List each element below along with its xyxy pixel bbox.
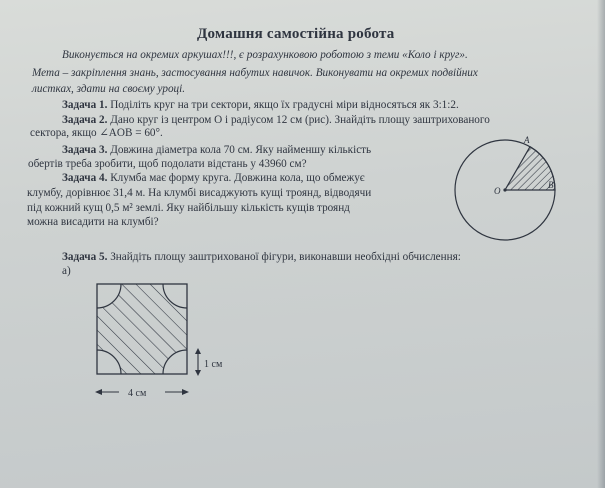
task-3-line-2: обертів треба зробити, щоб подолати відстань у 43960 см? [28, 158, 307, 170]
task-3-text-1: Довжина діаметра кола 70 см. Яку найменшу кількість [110, 144, 372, 156]
task-2-line-2: сектора, якщо ∠AOB = 60°. [30, 127, 163, 139]
radius-arrow-down-icon [195, 370, 201, 376]
square-quarter-circles-figure [85, 276, 245, 406]
task-3-label: Задача 3. [62, 144, 108, 156]
point-a-label: A [524, 135, 530, 145]
task-1-text: Поділіть круг на три сектори, якщо їх градусні міри відносяться як 3:1:2. [110, 99, 459, 111]
task-1-label: Задача 1. [62, 99, 108, 111]
intro-line-1: Виконується на окремих аркушах!!!, є розрахунковою роботою з теми «Коло і круг». [62, 49, 468, 61]
task-4-text-1: Клумба має форму круга. Довжина кола, що обмежує [110, 172, 365, 184]
task-4-line-3: під кожний кущ 0,5 м² землі. Яку найбільшу кількість кущів троянд [27, 202, 350, 214]
task-5-line-1 [62, 251, 461, 264]
page-edge-shadow [597, 0, 605, 488]
task-4-line-2: клумбу, дорівнює 31,4 м. На клумбі висаджують кущі троянд, відводячи [27, 187, 372, 199]
side-dimension-label: 4 см [128, 388, 147, 399]
intro-line-3: листках, здати на своєму уроці. [32, 83, 186, 95]
point-b-label: B [548, 180, 554, 190]
radius-dimension-label: 1 см [204, 359, 223, 370]
radius-arrow-up-icon [195, 348, 201, 354]
point-o-label: O [494, 186, 501, 196]
page-title: Домашня самостійна робота [197, 26, 395, 42]
task-2-label: Задача 2. [62, 114, 108, 126]
circle-sector-figure [448, 132, 568, 244]
task-1 [62, 99, 459, 112]
task-3-line-1 [62, 144, 371, 157]
center-point [503, 188, 506, 191]
shaded-region [97, 284, 187, 374]
task-2-text-1: Дано круг із центром О і радіусом 12 см (рис). Знайдіть площу заштрихованого [110, 114, 490, 126]
task-4-line-1 [62, 172, 365, 185]
intro-line-2: Мета – закріплення знань, застосування набутих навичок. Виконувати на окремих подвійних [32, 67, 478, 79]
side-arrow-left-icon [95, 389, 102, 395]
task-5-text: Знайдіть площу заштрихованої фігури, виконавши необхідні обчислення: [110, 251, 461, 263]
task-2-line-1 [62, 114, 490, 127]
task-5-part-a: а) [62, 265, 71, 277]
side-arrow-right-icon [182, 389, 189, 395]
task-4-label: Задача 4. [62, 172, 108, 184]
task-5-label: Задача 5. [62, 251, 108, 263]
task-4-line-4: можна висадити на клумбі? [27, 216, 159, 228]
